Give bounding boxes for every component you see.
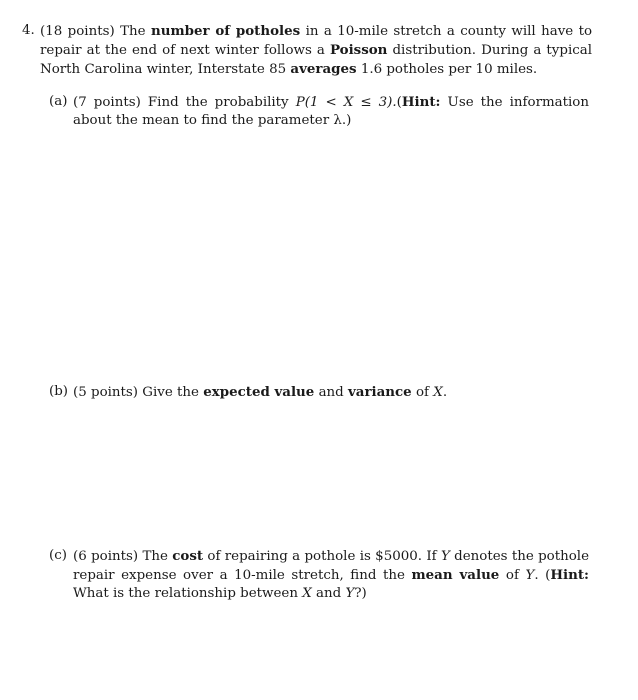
part-a-hint-text: Use the information about the mean to find the parameter [73,95,589,128]
part-c-hint-text: What is the relationship between [73,586,298,601]
part-b-period: . [442,385,448,400]
part-b-label: (b) [49,384,69,399]
part-c-hint-open: ( [545,568,551,583]
statement-text-2: in a 10-mile stretch a county will have to repair at the end of next winter follows a [40,24,593,58]
part-c-text-3: denotes the pothole repair expense over a 10-mile stretch, find the [73,549,590,583]
part-c-bold-mean-value: mean value [411,567,500,583]
statement-bold-number-of-potholes: number of potholes [150,23,301,39]
part-c-hint-label: Hint: [550,567,589,583]
part-b-variable-x: X [433,385,443,400]
part-a-probability-expression: P(1 < X ≤ 3). [295,95,397,110]
part-c [49,547,589,603]
problem-number: 4. [22,23,35,38]
part-a-hint-close: .) [341,113,352,128]
part-c-variable-y-2: Y [525,568,535,583]
part-a-text: Find the probability [147,95,289,110]
problem-points: (18 points) [40,24,115,39]
part-c-period: . [534,568,539,583]
statement-bold-averages: averages [290,61,357,77]
problem-statement [22,22,592,79]
part-b-text-3: of [415,385,429,400]
part-c-text-1: The [142,549,168,564]
part-c-bold-cost: cost [172,548,204,564]
part-c-text-4: of [505,568,519,583]
statement-text-4: 1.6 potholes per 10 miles. [360,62,538,77]
part-a-hint-open: ( [396,95,402,110]
statement-text-3: distribution. During a typical North Carolina winter, Interstate 85 [40,43,592,77]
statement-bold-poisson: Poisson [329,42,388,58]
part-c-points: (6 points) [73,549,139,564]
part-a [49,93,589,130]
part-b-text-1: Give the [142,385,199,400]
part-c-variable-y: Y [440,549,450,564]
part-b-text-2: and [318,385,344,400]
part-c-hint-close: ?) [354,586,367,601]
part-a-label: (a) [49,94,68,109]
part-c-variable-x: X [302,586,312,601]
part-c-text-and: and [316,586,342,601]
part-b-points: (5 points) [73,385,139,400]
part-c-text-2: of repairing a pothole is $5000. If [207,549,437,564]
problem-4 [22,22,592,79]
part-b-bold-variance: variance [348,384,412,400]
part-c-label: (c) [49,548,67,563]
part-a-points: (7 points) [73,95,141,110]
part-a-hint-label: Hint: [401,94,441,110]
part-b-bold-expected-value: expected value [203,384,315,400]
part-c-variable-y-3: Y [345,586,355,601]
part-a-lambda: λ [333,113,342,128]
statement-text-1: The [120,24,146,39]
part-b [49,383,589,402]
